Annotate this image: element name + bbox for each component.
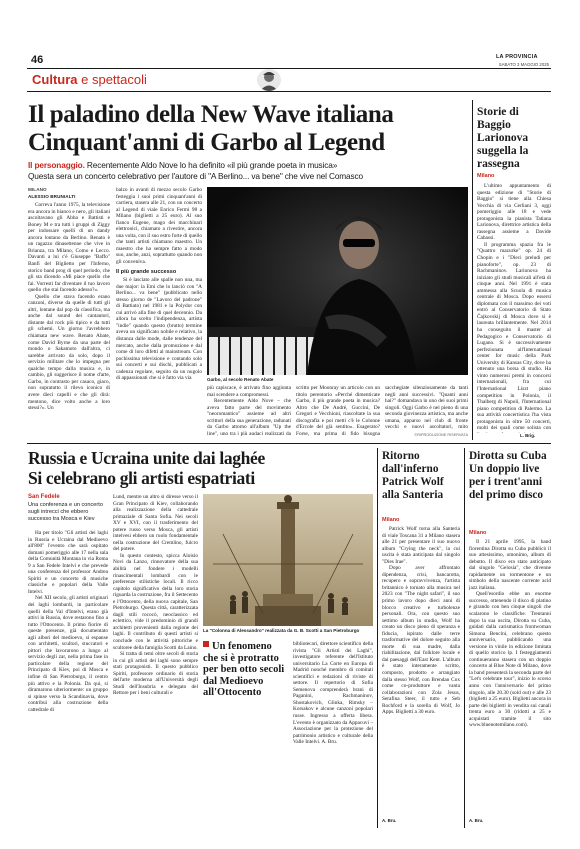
section-sub: e spettacoli xyxy=(81,72,147,87)
article2-kicker-lines: Una conferenza e un concerto sugli intrecci che ebbero successo tra Mosca e Kiev xyxy=(28,502,103,522)
article4-title: Dirotta su Cuba Un doppio live per i trent'anni del primo disco xyxy=(469,450,547,501)
article4-paragraph: Quell'esordio ebbe un enorme successo, ottenendo il disco di platino e girando con ben cinque singoli che scalarono le classifiche. Trentanni dopo la sua uscita, Dirotta su Cuba, guidati dalla carismatica frontwoman Simona Bencini, celebrano questo anniversario, pubblicando una versione in vinile in edizione limitata di quello storico lp. I festeggiamenti continueranno stasera con un doppio concerto al Blue Note di Milano, dove la band presenterà la seconda parte del "Let's celebrate tour", inizio lo scorso anno con l'anniversario del primo singolo, alle 20.30 (sold out) e alle 23 (biglietti a 25 euro). Biglietti ancora in parte dei biglietti in vendita sui canali trenta euro a 30 (ridotti a 25 e acquistati tramite il sito www.bluenotemilano.com). xyxy=(469,591,551,729)
article1-column-3 xyxy=(207,385,291,437)
article4-body xyxy=(469,539,551,819)
article2-title-line2: Si celebrano gli artisti espatriati xyxy=(28,468,255,488)
article1-kicker-text: Recentemente Aldo Nove lo ha definito «il più grande poeta in musica» xyxy=(86,160,338,170)
article3-paragraph: Dopo aver affrontato dipendenza, crisi, bancarotta, recupero e sopravvivenza, l'artista britannico è tornato alla musica nel 2023 con "The night safari", il suo primo lavoro dopo dieci anni di blocco creativo e turbolenze personali. Ora, con questo suo settimo album in studio, Wolf ha creato un disco pieno di speranza e fiducia, ispirato dalle terre trasformative del dolore seguito alla morte di sua madre, dalla riabilitazione, dal folklore locale e dai paesaggi dell'East Kent. L'album è stato interamente scritto, composto, prodotto e arrangiato dalla stesso Wolf, con Brendan Cox come co-produttore e vanta collaborazioni con Zola Jesus, Serafina Steer, il tutto e Seb Rochford e la sorella di Wolf, Jo Apps. Biglietti a 30 euro. xyxy=(382,565,460,716)
sidebar-paragraph: Il programma spazia fra le "Quattro mazurke" op. 24 di Chopin e i "Dieci preludi per pianoforte", op. 23 di Rachmaninov. Larionova ha iniziato gli studi musicali all'età di cinque anni. Nel 1991 è stata ammessa alla Scuola di musica centrale di Mosca. Dopo essersi diplomata con il massimo dei voti entrò al Conservatorio di Stato Čajkovskij di Mosca dove si è laureata brillantemente. Nel 2014 ha conseguito il master al Pedagogico e Conservatorio di Lugano. Si è successivamente perfezionata all'International center for music della Park University di Kansas City, dove ha ottenuto una borsa di studio. Ha vinto numerosi premi in concorsi internazionali, fra cui l'International Liszt piano competition in Polonia, il Thalberg di Napoli, l'International piano competition di Palermo. La sua attività concertistica l'ha vista protagonista in oltre 50 concerti, molti dei quali come solista con xyxy=(477,241,551,432)
article1-paragraph: Recentemente Aldo Nove – che aveva fatto parte del movimento "neoromantico" assieme ad altri scrittori della sua generazione, radunati da Garbo attorno all'album "Up the line", uno tra i più audaci realizzati da xyxy=(207,398,291,437)
sidebar-signature: L. Brig. xyxy=(520,433,536,438)
article2-paragraph: Si tratta di temi oltre secoli di storia in cui gli artisti dei laghi sono sempre stati protagonisti. Il questo pubblico Spiriti, professore ordinario di storia dell'arte moderna all'Università degli Studi dell'Insubria e delegato del Rettore per i beni culturali e xyxy=(113,651,198,697)
article1-paragraph: scritto per Moonray un articolo con un titolo perentorio «Perché dimenticate Garbo, il più grande poeta in musica? Altro che De André, Guccini, De Gregori e Vecchioni, riascoltate la sua discografia e poi metti c'è le Colonne d'Ercole del già sentito». Esagerato? Forse, ma prima di fido bisogna xyxy=(296,385,380,437)
sidebar-title: Storie di Baggio Larionova suggella la rassegna xyxy=(477,106,529,170)
article1-title-line2: Cinquant'anni di Garbo al Legend xyxy=(28,129,385,156)
article2-kicker-city: San Fedele xyxy=(28,494,60,500)
article2-paragraph: Ha per titolo "Gli artisti dei laghi in Russia e Ucraina dal Medioevo all'800" l'evento che sarà ospitato domani pomeriggio alle 17 nella sala della Comunità Montana in via Roma 9 a San Fedele Intelvi e che prevede una conferenza del professor Andrea Spiriti e un concerto di musiche classiche e popolari della Valle Intelvi. xyxy=(28,530,108,595)
article2-column-2 xyxy=(113,494,198,820)
article1-column-4 xyxy=(296,385,380,437)
article4-signature: A. Bru. xyxy=(469,818,484,823)
article2-paragraph: Lund, mentre un altro si diresse verso il Gran Principato di Kiev, collaborando alla realizzazione della cattedrale primaziale di Santa Sofia. Nei secoli XV e XVI, con il trasferimento del potere russo verso Mosca, gli artisti intelvesi ebbero un ruolo fondamentale nella costruzione del Cremlino, fulcro del potere. xyxy=(113,494,198,553)
article1-kicker-line2: Questa sera un concerto celebrativo per l'autore di "A Berlino... va bene" che vive nel Comasco xyxy=(28,170,363,181)
article1-kicker-label: Il personaggio. xyxy=(28,160,85,170)
article4-paragraph: Il 21 aprile 1995, la band fiorentina Dirotta su Cuba pubblicò il suo attesissimo, omonimo, album di debutto. Il disco era stato anticipato dal singolo "Gelosia", che divenne rapidamente un tormentone e un simbolo della nascente corrente acid jazz italiana. xyxy=(469,539,551,591)
article2-paragraph: In questo contesto, spicca Aloisio Novi da Lanzo, rinnovatore della sua abilità nel fondere i modelli rinascimentali lombardi con le preferenze stilistiche locali. Il ricco capitolo significativo della loro storia riguarda la costruzione, fra il Settecento e l'Ottocento, della nuova capitale, San Pietroburgo. Questa città, caratterizzata dagli stili rococò, neoclassico ed eclettico, vide il predominio di grandi architetti provenienti dalla regione dei laghi. Il contributo di questi artisti si conclude con le attività pittoriche e scultoree della famiglia Scotti da Laino. xyxy=(113,552,198,651)
article1-paragraph: Correva l'anno 1975, la televisione era ancora in bianco e nero, gli italiani ascoltavano gli Abba e Battisti e Boney M e tra tutti i gruppi di Ziggy per indossare quelli di un dandy ancora lontano da Berlino. Renato è un ragazzo dinasettenne che vive in Brianza, tra Milano, Como e Lecco. Davanti a lui c'è Giuseppe "Baffo" Banfi del Biglietto per l'Inferno, storico band prog di quel periodo, che gli sta dicendo «Mi piace quello che fai. Vorresti far diventare il tuo lavoro quello che stai facendo adesso?». xyxy=(28,202,110,294)
sidebar-paragraph: L'ultimo appuntamento di questa edizione di "Storie di Baggio" si tiene alla Chiesa Vecchia di via Cerliani 3, oggi pomeriggio alle 18 e vede protagonista la pianista Tatiana Larionova, direttrice artistica della rassegna assieme a Davide Cabassi. xyxy=(477,183,551,242)
article3-signature: A. Bru. xyxy=(382,818,397,823)
article1-column-1 xyxy=(28,187,110,431)
article1-paragraph: più capiscace, è arrivato fino aggiunta mai scendere a compromessi. xyxy=(207,385,291,398)
article1-signature: ©RIPRODUZIONE RISERVATA xyxy=(414,433,468,437)
article1-kicker xyxy=(28,160,468,181)
article1-paragraph: sacchegiate silenziosamente da tanti negli anni successivi. "Quanti anni hai?" domandava in uno dei suoi primi singoli. Oggi Garbo è nel pieno di una seconda giovinezza artistica, ma anche umana, apparso nel club di fronte vecchi e nuovi ascoltatori, mito xyxy=(385,385,468,431)
article1-paragraph: Quello che stava facendo erano canzoni, diverse da quelle di tutti gli altri, lontane dal pop da classifica, ma anche dal sound dei cantautori, distante dal rock più tipico e da tutti gli schemi. Un giorno l'avrebbero chiamata new wave. Renato Abate, come David Byrne da una parte del mondo o Sakamoto dall'altra, ci sarebbe arrivato da solo, dopo il servizio militare che lo impegna per qualche tempo dalla musica e, in cambio, gli suggerisce il nome d'arte, Garbo, in contrasto per casaco, giaco, non sopratutto il rilevo iconico di avere dieci capelli e che gli dirà: mentono, dice volto anche a loro stessi?». Un xyxy=(28,293,110,412)
article1-city: MILANO xyxy=(28,187,47,192)
article3-title: Ritorno dall'inferno Patrick Wolf alla Santeria xyxy=(382,450,444,501)
garbo-portrait-image xyxy=(207,187,468,375)
alexander-column-image xyxy=(203,494,373,626)
pull-quote-text: Un fenomeno che si è protratto per ben otto secoli dal Medioevo all'Ottocento xyxy=(203,641,285,698)
section-main: Cultura xyxy=(32,72,78,87)
article1-photo xyxy=(207,187,468,375)
article2-headline xyxy=(28,448,373,488)
article2-paragraph: Nel XII secolo, gli artisti originari dei laghi lombardi, in particolare quelli della Val d'Intelvi, erano già attivi in Russia, dove restarono fino a tutto l'Ottocento. Il primo fiorire di queste presenze, già documentato agli albori del medioevo, si espanse con architetti, scultori, stuccatori e pittori che lavorarono a lungo al servizio degli zar, nella prima fase in particolare della regione del Principato di Kiev, poi di Mosca e infine di San Pietroburgo, il centro più attivo e la Polonia. Da qui, si diramarono ulteriormente: un gruppo si spinse verso la Scandinavia, dove contribuì alla costruzione della cattedrale di xyxy=(28,595,108,713)
article2-pull-quote xyxy=(203,641,288,699)
newspaper-name: LA PROVINCIA xyxy=(496,54,538,60)
article1-author: ALESSIO BRUNIALTI xyxy=(28,193,76,199)
article1-paragraph: Si è lasciato alle spalle non una, ma due major: la Emi che lo lanciò con "A Berlino... va bene" (pubblicato nello stesso giorno de "Lavoro del padrone" di Battiato) nel 1981 e la Polydor con cui arrivò alla fine di quel decennio. Da allora ha scelto l'indipendenza, artista "indie" quando questo (brutto) termine aveva un significato nobile e relativo, la distanza dalle mode, dalle tendenze del mercato, anche dalla promozione e dal come di loro difetti al mainstream. Con pochissima televisione e contando solo sui concerti e sui dischi, pubblicati a cadenza regolare, seguito da un nugolo di appassionati che si è fatto via via xyxy=(116,277,202,382)
sidebar-city: Milano xyxy=(477,173,495,179)
article1-photo-caption: Garbo, al secolo Renato Abate xyxy=(207,377,274,382)
article3-city: Milano xyxy=(382,517,400,523)
article1-subheading: Il più grande successo xyxy=(116,268,177,275)
article3-body xyxy=(382,526,460,816)
article2-column-1 xyxy=(28,530,108,820)
article2-photo xyxy=(203,494,373,626)
article4-city: Milano xyxy=(469,530,487,536)
pull-quote-bullet-icon xyxy=(203,641,209,647)
page-number: 46 xyxy=(31,54,44,66)
section-portrait-icon xyxy=(257,69,281,91)
article2-photo-caption: La "Colonna di Alessandro" realizzata da G. B. Scotti a San Pietroburgo xyxy=(203,628,360,633)
sidebar-body xyxy=(477,183,551,433)
article2-column-3 xyxy=(293,641,373,821)
section-header xyxy=(27,68,551,92)
article1-column-2 xyxy=(116,187,202,431)
article2-title-line1: Russia e Ucraina unite dai laghée xyxy=(28,448,265,468)
article1-title-line1: Il paladino della New Wave italiana xyxy=(28,101,394,128)
article1-paragraph: balzo in avanti di mezzo secolo Garbo festeggia i suoi primi cinquant'anni di carriera, stasera alle 21, con un concerto al Legend di viale Enrico Fermi 98 a Milano (biglietti a 25 euro). Al suo fianco Eugene, mago dei macchinari elettronici, chiamato a rivestire, ancora una volta, con il suo estro forte di quello che tanti artisti chiamano maestro. Un maestro che ha sempre fatto a modo suo, anche, anzi, soprattutto quando non gli conveniva. xyxy=(116,187,202,266)
article2-paragraph: bibliotecari, direttore scientifico della rivista "Gli Artisti dei Laghi", investigatore referente dell'Istituto universitario La Corte en Europa di Madrid nonché membro di comitati scientifici e redazioni di riviste di settore. Il repertorio di Sofia Semenova comprenderà brani di Paganini, Rachmaninov, Shostakovich, Glinka, Rimsky – Korsakov e alcune canzoni popolari russe. Ingresso a offerta libera. L'evento è organizzato da Appacuvi – Associazione per la protezione del patrimonio artistico e culturale della Valle Intelvi. A. Bru. xyxy=(293,641,373,746)
newspaper-date: SABATO 3 MAGGIO 2025 xyxy=(498,62,549,67)
article1-column-5 xyxy=(385,385,468,431)
article3-paragraph: Patrick Wolf torna alla Santeria di viale Toscana 31 a Milano stasera alle 21 per presentare il suo nuovo album "Crying the neck", la cui uscita è stata anticipata dal singolo "Dies Irae". xyxy=(382,526,460,565)
article1-headline xyxy=(28,101,468,157)
